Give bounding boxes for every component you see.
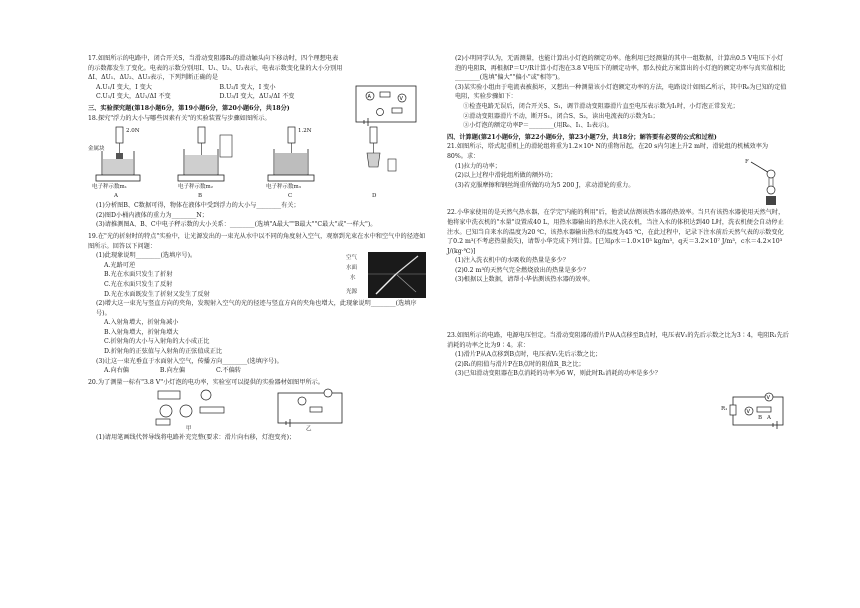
question-19	[88, 232, 426, 376]
q19-sub2-b: B.入射角增大，折射角增大	[104, 328, 179, 336]
q21-stem: 21.如图所示，塔式起重机上的滑轮组将重为1.2×10⁴ N的重物吊起，在20 s内匀速上升2 m时，滑轮组的机械效率为80%。求：	[447, 143, 769, 160]
q20-stem: 20.为了测量一标有"3.8 V"小灯泡的电功率，实验室可以提供的实验器材如图甲所示。	[88, 378, 324, 386]
svg-text:A: A	[367, 94, 371, 100]
question-22	[447, 208, 789, 285]
q19-label-air: 空气	[346, 254, 358, 261]
q20-sub3-step3: ③小灯泡的额定功率P＝________(用R₀、I₁、I₂表示)。	[463, 122, 613, 130]
q19-sub1-d: D.光在水面既发生了折射又发生了反射	[104, 290, 210, 298]
q20-label-jia: 甲	[186, 426, 192, 433]
q21-sub3: (3)若克服摩擦和钢丝绳重所做的功为5 200 J，求动滑轮的重力。	[455, 181, 635, 189]
q18-setup-d	[367, 127, 396, 171]
q19-sub2: (2)增大这一束光与竖直方向的夹角，发现射入空气的光的径迹与竖直方向的夹角也增大，此现象说明________(选填序号)。	[96, 300, 417, 317]
q17-stem: 17.如图所示的电路中，闭合开关S，当滑动变阻器R₂的滑动触头向下移动时，四个理想电表的示数都发生了变化。电表的示数分别用I、U₁、U₂、U₃表示，电表示数变化量的大小分别用ΔI、ΔU₁、ΔU₂、ΔU₃表示，下列判断正确的是	[88, 55, 343, 82]
q17-option-c: C.U₁/I 变大，ΔU₁/ΔI 不变	[96, 93, 171, 101]
question-18	[88, 114, 426, 230]
svg-text:V: V	[766, 395, 770, 402]
question-21	[447, 142, 789, 190]
q21-sub1: (1)拉力的功率；	[455, 162, 501, 170]
q18-sub1: (1)分析图B、C数据可得，物体在液体中受到浮力的大小与________有关；	[96, 202, 300, 210]
q19-sub2-a: A.入射角增大，折射角减小	[104, 319, 179, 327]
q18-sub3: (3)请推测图A、B、C中电子秤示数的大小关系：________(选填"A最大""B最大""C最大"或"一样大")。	[96, 221, 377, 229]
q19-label-source: 光源	[346, 288, 358, 295]
q17-options-cd	[88, 92, 343, 102]
q18-label-d: D	[372, 193, 377, 200]
q19-label-surface: 水面	[346, 264, 358, 271]
q21-pulley-system	[745, 158, 785, 208]
q18-label-c: C	[288, 193, 293, 200]
q22-sub1: (1)注入洗衣机中的水吸收的热量是多少？	[455, 257, 569, 265]
question-20-continued	[447, 54, 789, 131]
q19-sub3: (3)让这一束光垂直于水面射入空气，传播方向________(选填序号)。	[96, 357, 283, 365]
left-column	[88, 54, 426, 443]
q19-label-water: 水	[350, 274, 356, 281]
q19-photo	[346, 252, 426, 298]
q18-scale-label-b: 电子秤示数m₂	[178, 184, 213, 191]
right-column	[447, 54, 789, 422]
q18-stem: 18.探究"浮力的大小与哪些因素有关"的实验装置与步骤如图所示。	[88, 114, 271, 122]
q22-sub2: (2)0.2 m³的天然气完全燃烧放出的热量是多少？	[455, 266, 590, 274]
section-4-title: 四、计算题(第21小题6分，第22小题6分，第23小题7分，共18分；解答要有必要的公式和过程)	[447, 133, 717, 141]
q23-sub1: (1)滑片P从A点移到B点时，电压表V₁先后示数之比；	[455, 351, 602, 359]
section-3-title: 三、实验探究题(第18小题6分，第19小题6分，第20小题6分，共18分)	[88, 104, 290, 112]
q20-apparatus	[88, 387, 418, 433]
q19-sub1-a: A.光路可逆	[104, 261, 136, 269]
q18-block-label: 金属块	[88, 146, 105, 153]
q18-reading-a: 2.0N	[126, 128, 140, 135]
q23-figure	[721, 389, 787, 429]
q18-label-a: A	[114, 193, 118, 200]
q21-sub2: (2)以上过程中滑轮组所做的额外功；	[455, 172, 557, 180]
q17-option-b: B.U₂/I 变大，I 变小	[219, 83, 276, 91]
question-23	[447, 331, 789, 422]
q18-figure	[88, 123, 426, 201]
q21-label-f: F	[745, 159, 749, 166]
q19-stem: 19.在"光的折射时的特点"实验中，让光源发出的一束光从水中以不同的角度射入空气，观察到光束在水中和空气中的径迹如图所示。回答以下问题：	[88, 232, 426, 250]
q20-figures	[88, 387, 426, 433]
q18-sub2: (2)图D小桶内液体的重力为________N；	[96, 211, 208, 219]
q20-circuit-yi	[278, 389, 342, 427]
q19-left-text	[88, 251, 338, 299]
q20-sub3-step2: ②滑动变阻器滑片不动，断开S₁，闭合S、S₂，读出电流表的示数为I₂；	[463, 112, 659, 120]
q20-sub3-step1: ①检查电路无误后，闭合开关S、S₁，调节滑动变阻器滑片直至电压表示数为I₁时，小灯泡正常发光；	[463, 102, 739, 110]
q17-options-ab	[88, 83, 343, 93]
q19-sub2-d: D.折射角的正弦值与入射角的正弦值成正比	[104, 348, 223, 356]
q19-sub2-c: C.折射角的大小与入射角的大小成正比	[104, 338, 210, 346]
q19-sub1-c: C.光在水面只发生了反射	[104, 280, 173, 288]
q18-scale-label-c: 电子秤示数m₃	[266, 184, 301, 191]
question-17	[88, 54, 426, 102]
q18-setup-b	[178, 127, 232, 181]
q18-reading-c: 1.2N	[298, 128, 312, 135]
q22-sub3: (3)根据以上数据，请帮小华估测该热水器的效率。	[455, 276, 594, 284]
q23-label-a: A	[767, 415, 771, 422]
svg-text:V: V	[399, 96, 403, 102]
q23-label-r1: R₁	[721, 406, 728, 413]
q23-stem: 23.如图所示的电路，电源电压恒定。当滑动变阻器的滑片P从A点移至B点时，电压表V₁的先后示数之比为3∶4，电阻R₁先后消耗的功率之比为9∶4。求：	[447, 332, 789, 349]
q23-label-b: B	[758, 415, 763, 422]
q20-label-yi: 乙	[306, 426, 312, 433]
q18-scale-label-a: 电子秤示数m₁	[92, 184, 127, 191]
q17-circuit-diagram	[350, 82, 422, 126]
q17-option-d: D.U₃/I 变大，ΔU₃/ΔI 不变	[219, 93, 295, 101]
q23-sub2: (2)R₁的阻值与滑片P在B点时的阻值R_B之比；	[455, 360, 585, 368]
q22-stem: 22.小华家使用的是天然气热水器，在学完"内能的利用"后，他尝试估测该热水器的热效率。当只有该热水器使用天然气时，他将家中洗衣机的"水量"设置成40 L，用热水器输出的热水注入洗衣机，当注入水的体积达到40 L时，洗衣机便会自动停止注水。已知当自来水的温度为20 ℃，该热水器输出热水的温度为45 ℃，在此过程中，记录下注水前后天然气表的示数变化了0.2 m³(不考虑热量损失)，请帮小华完成下列计算。[已知ρ水＝1.0×10³ kg/m³，q天＝3.2×10⁷ J/m³，c水＝4.2×10³ J/(kg·℃)]	[447, 209, 785, 255]
q19-sub3-options: A.向右偏 B.向左偏 C.不偏转	[104, 367, 241, 375]
q20-sub2: (2)小明同学认为，无需测量，也能计算出小灯泡的额定功率。他利用已经测量的其中一组数据，计算出0.5 V电压下小灯泡的电阻R，再根据P＝U²/R计算小灯泡在3.8 V电压下的额定功率，那么按此方案算出的小灯泡的额定功率与真实值相比________(选填"偏大""偏小"或"相等")。	[455, 55, 786, 82]
q23-sub3: (3)已知滑动变阻器在B点消耗的功率为6 W，则此时R₁消耗的功率是多少？	[455, 370, 661, 378]
q20-sub1: (1)请用笔画线代替导线将电路补充完整(要求：滑片向右移，灯泡变亮)；	[96, 434, 296, 442]
q18-label-b: B	[198, 193, 203, 200]
q19-sub1: (1)此现象说明________(选填序号)。	[96, 252, 197, 260]
q20-equipment-jia	[156, 390, 224, 425]
question-20	[88, 378, 426, 443]
q19-refraction-photo	[346, 252, 426, 298]
q21-figure	[745, 158, 785, 208]
q20-sub3: (3)某实验小组由于电流表被损坏，又想出一种测量该小灯泡额定功率的方法，电路设计如图乙所示，其中R₀为已知的定值电阻，实验步骤如下：	[455, 83, 787, 101]
q19-sub1-b: B.光在水面只发生了折射	[104, 271, 173, 279]
svg-text:V: V	[746, 409, 750, 416]
q17-option-a: A.U₁/I 变大，I 变大	[96, 83, 152, 91]
